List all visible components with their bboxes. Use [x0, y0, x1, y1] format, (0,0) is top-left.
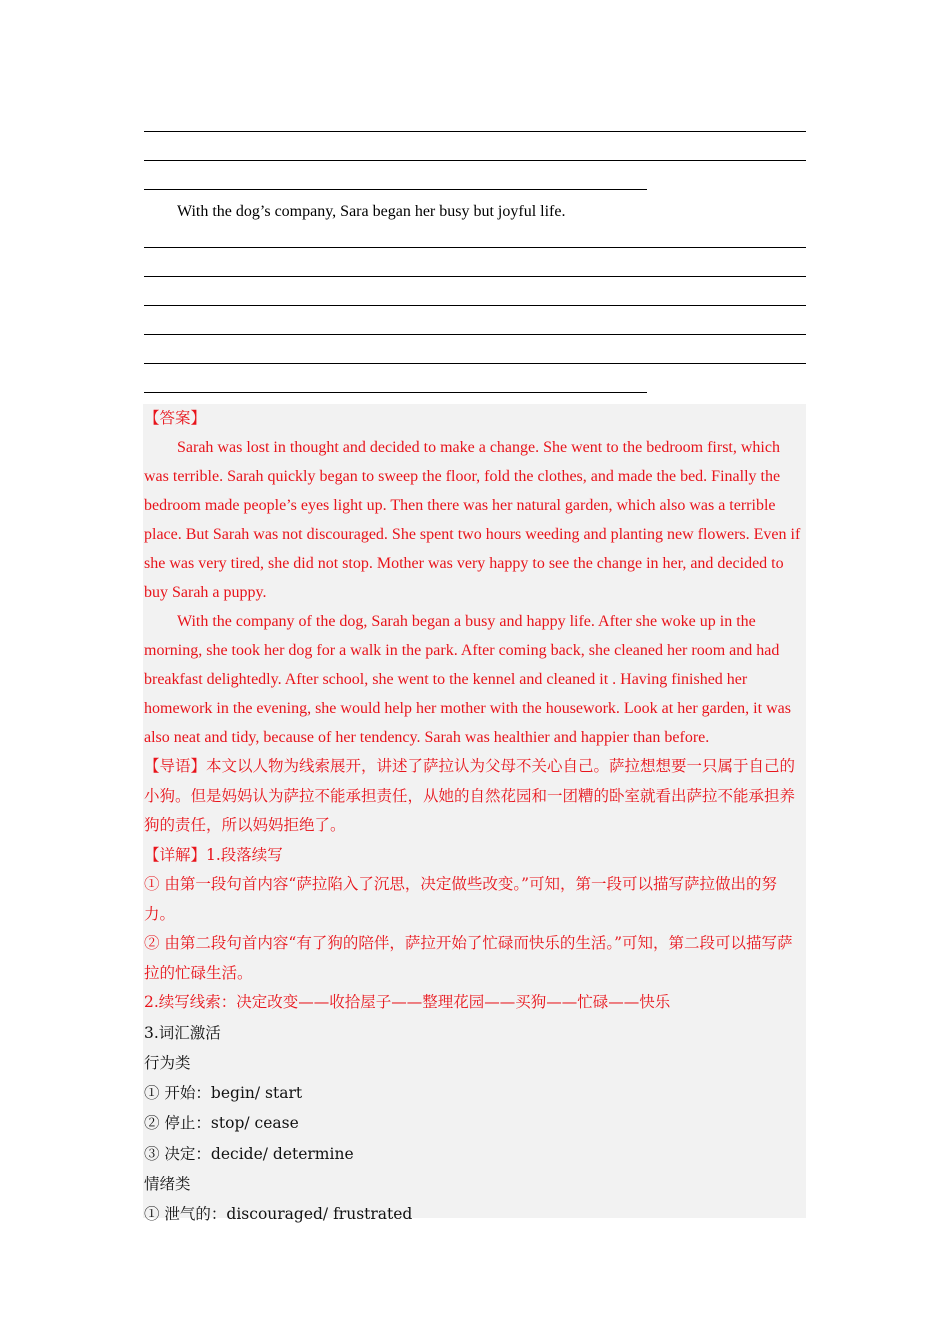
vocab-category-2: 情绪类	[144, 1174, 191, 1193]
answer-paragraph-1: Sarah was lost in thought and decided to make a change. She went to the bedroom first, which was terrible. Sarah quickly began to sweep the floor, fold the clothes, and made the bed. Finally the bedroom made people’s eyes light up. Then there was her natural garden, which also was a terrible place. But Sarah was not discouraged. She spent two hours weeding and planting new flowers. Even if she was very tired, she did not stop. Mother was very happy to see the change in her, and decided to buy Sarah a puppy.	[144, 439, 801, 601]
writing-line	[144, 189, 647, 190]
writing-line	[144, 131, 806, 132]
vocab-item: ① 开始：begin/ start	[144, 1084, 303, 1103]
writing-line	[144, 392, 647, 393]
writing-line	[144, 363, 806, 364]
detail-heading	[144, 841, 806, 871]
vocab-item: ② 停止：stop/ cease	[144, 1114, 299, 1133]
detail-point-1: ① 由第一段句首内容“萨拉陷入了沉思，决定做些改变。”可知，第一段可以描写萨拉做出的努力。	[144, 875, 778, 923]
writing-line	[144, 247, 806, 248]
vocab-item: ① 泄气的：discouraged/ frustrated	[144, 1205, 413, 1224]
detail-point-2: ② 由第二段句首内容“有了狗的陪伴，萨拉开始了忙碌而快乐的生活。”可知，第二段可以描写萨拉的忙碌生活。	[144, 934, 793, 982]
detail-heading-1: 1.段落续写	[206, 845, 283, 864]
writing-line	[144, 160, 806, 161]
writing-line	[144, 305, 806, 306]
detail-clues: 2.续写线索：决定改变——收拾屋子——整理花园——买狗——忙碌——快乐	[144, 993, 671, 1011]
vocab-item: ③ 决定：decide/ determine	[144, 1144, 354, 1163]
guide-text: 本文以人物为线索展开，讲述了萨拉认为父母不关心自己。萨拉想想要一只属于自己的小狗。但是妈妈认为萨拉不能承担责任，从她的自然花园和一团糟的卧室就看出萨拉不能承担养狗的责任，所以妈妈拒绝了。	[144, 757, 796, 834]
writing-line	[144, 276, 806, 277]
paragraph-prompt: With the dog’s company, Sara began her busy but joyful life.	[177, 203, 566, 220]
answer-paragraph-2: With the company of the dog, Sarah began a busy and happy life. After she woke up in the morning, she took her dog for a walk in the park. After coming back, she cleaned her room and had breakfast delightedly. After school, she went to the kennel and cleaned it . Having finished her homework in the evening, she would help her mother with the housework. Look at her garden, it was also neat and tidy, because of her tendency. Sarah was healthier and happier than before.	[144, 613, 791, 746]
vocab-section	[144, 1018, 806, 1230]
writing-line	[144, 334, 806, 335]
vocab-category-1: 行为类	[144, 1053, 191, 1072]
guide-label: 【导语】	[144, 757, 207, 775]
answer-section	[144, 404, 806, 1230]
detail-label: 【详解】	[144, 845, 207, 864]
vocab-heading: 3.词汇激活	[144, 1023, 221, 1042]
answer-label: 【答案】	[144, 409, 207, 427]
guide-section	[144, 752, 806, 841]
